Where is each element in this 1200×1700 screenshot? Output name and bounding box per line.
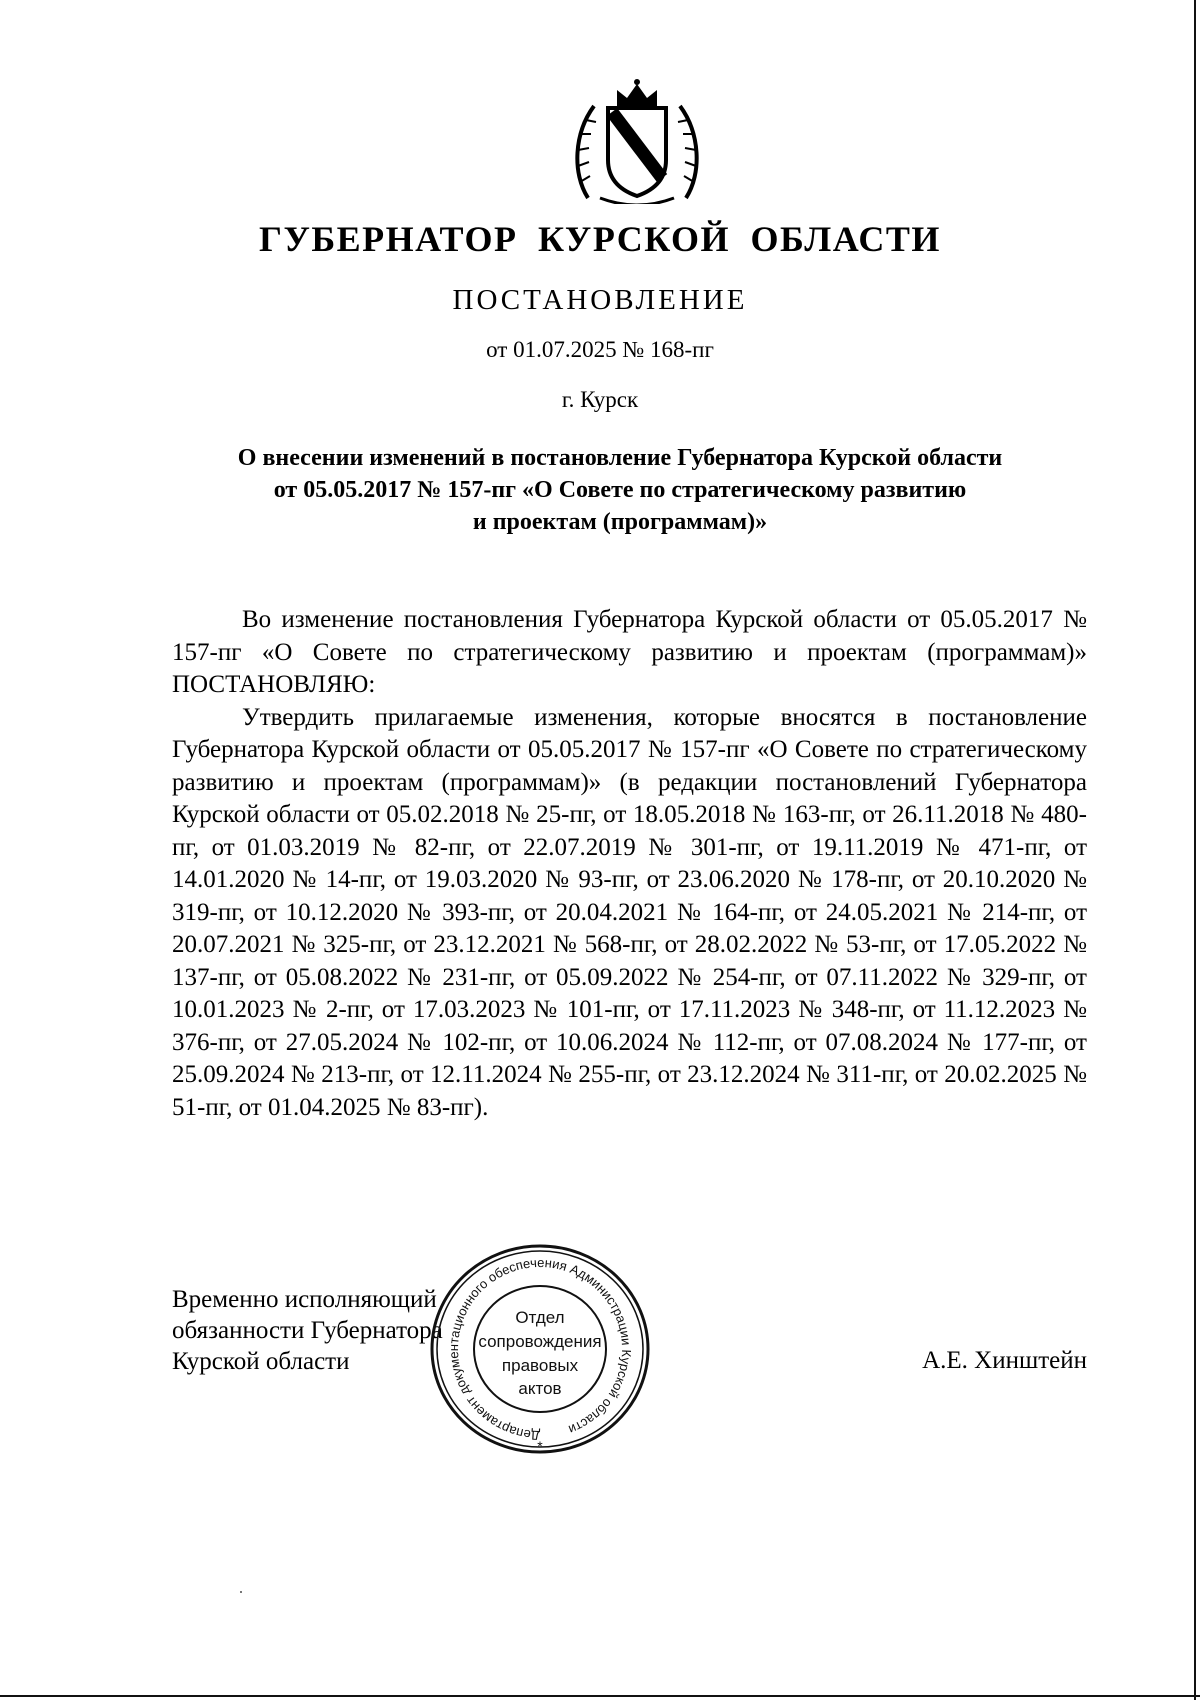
coat-of-arms-emblem (570, 78, 704, 204)
document-city: г. Курск (561, 387, 639, 412)
position-line: обязанности Губернатора (172, 1317, 443, 1344)
stamp-center-line: сопровождения (478, 1332, 602, 1351)
stamp-center-line: правовых (501, 1356, 579, 1375)
body-paragraph-resolution: Утвердить прилагаемые изменения, которые вносятся в постановление Губернатора Курской области от 05.05.2017 № 157-пг «О Совете по стратегическому развитию и проектам (программам)» (в редакции постановлений Губернатора Курской области от 05.02.2018 № 25-пг, от 18.05.2018 № 163-пг, от 26.11.2018 № 480-пг, от 01.03.2019 № 82-пг, от 22.07.2019 № 301-пг, от 19.11.2019 № 471-пг, от 14.01.2020 № 14-пг, от 19.03.2020 № 93-пг, от 23.06.2020 № 178-пг, от 20.10.2020 № 319-пг, от 10.12.2020 № 393-пг, от 20.04.2021 № 164-пг, от 24.05.2021 № 214-пг, от 20.07.2021 № 325-пг, от 23.12.2021 № 568-пг, от 28.02.2022 № 53-пг, от 17.05.2022 № 137-пг, от 05.08.2022 № 231-пг, от 05.09.2022 № 254-пг, от 07.11.2022 № 329-пг, от 10.01.2023 № 2-пг, от 17.03.2023 № 101-пг, от 17.11.2023 № 348-пг, от 11.12.2023 № 376-пг, от 27.05.2024 № 102-пг, от 10.06.2024 № 112-пг, от 07.08.2024 № 177-пг, от 25.09.2024 № 213-пг, от 12.11.2024 № 255-пг, от 23.12.2024 № 311-пг, от 20.02.2025 № 51-пг, от 01.04.2025 № 83-пг). (172, 703, 1087, 1121)
stamp-center-line: Отдел (515, 1308, 565, 1327)
stamp-center-line: актов (518, 1379, 562, 1398)
document-subject (140, 442, 1100, 538)
scan-speck (240, 1591, 242, 1593)
official-stamp (420, 1234, 660, 1464)
subject-line: О внесении изменений в постановление Губернатора Курской области (237, 445, 1003, 471)
subject-line: от 05.05.2017 № 157-пг «О Совете по стратегическому развитию (273, 477, 967, 503)
stamp-ring-text: Департамент документационного обеспечения Администрации Курской области (445, 1254, 635, 1444)
position-line: Курской области (172, 1348, 350, 1375)
document-body (172, 604, 1087, 1124)
subject-line: и проектам (программам)» (472, 509, 768, 535)
issuer-title: ГУБЕРНАТОР КУРСКОЙ ОБЛАСТИ (259, 219, 941, 259)
signatory-name: А.Е. Хинштейн (922, 1347, 1087, 1374)
position-line: Временно исполняющий (172, 1286, 437, 1313)
scan-edge-bottom (0, 1695, 1200, 1697)
body-paragraph-preamble: Во изменение постановления Губернатора Курской области от 05.05.2017 № 157-пг «О Совете по стратегическому развитию и проектам (программам)» ПОСТАНОВЛЯЮ: (172, 606, 1087, 698)
stamp-star: * (537, 1438, 543, 1454)
document-number: от 01.07.2025 № 168-пг (486, 337, 714, 362)
signatory-position (172, 1284, 443, 1377)
document-type: ПОСТАНОВЛЕНИЕ (452, 284, 748, 316)
